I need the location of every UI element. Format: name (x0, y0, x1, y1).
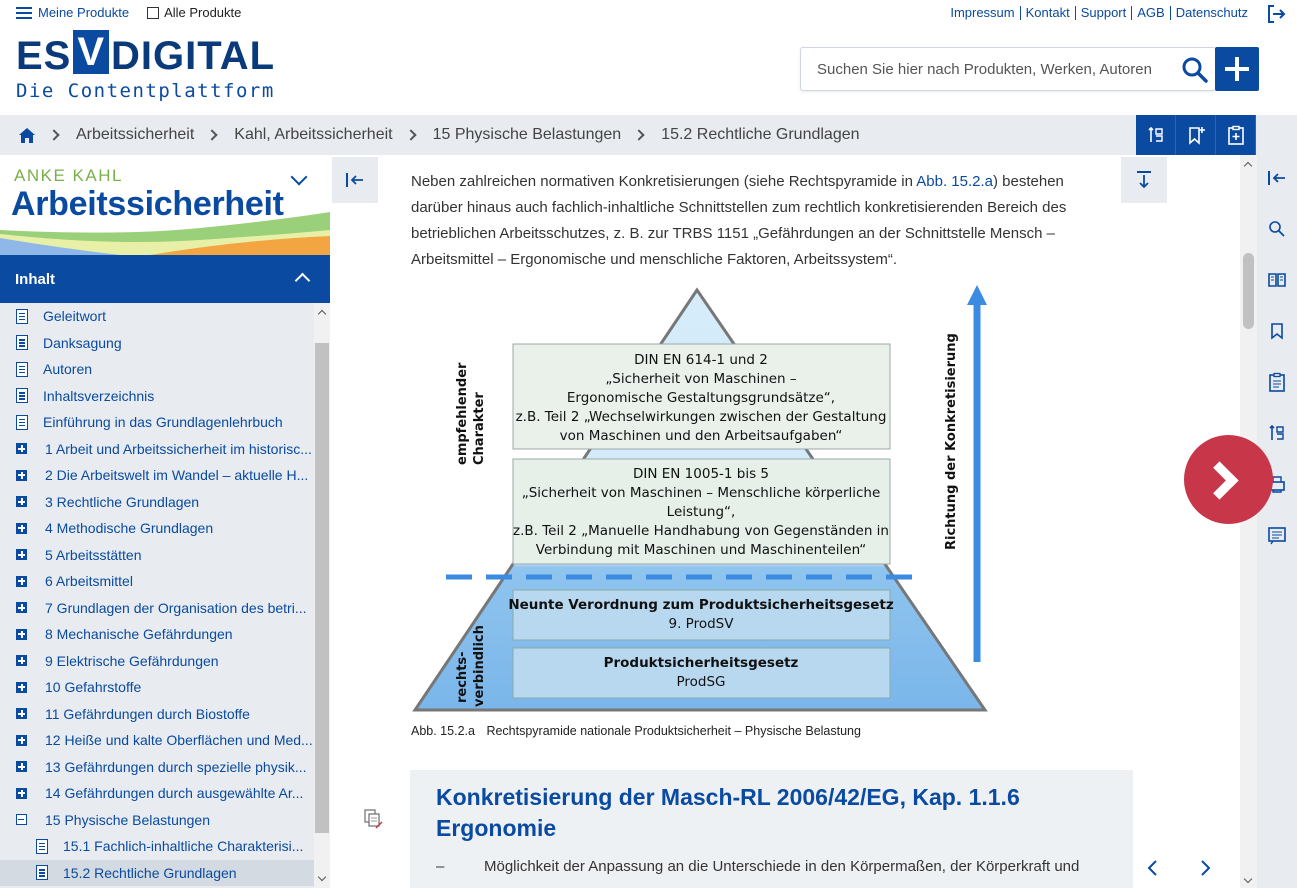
body-paragraph (411, 169, 1111, 273)
right-toolbar (1257, 155, 1297, 888)
toc-item-label: Autoren (43, 361, 93, 378)
chevron-right-icon (634, 129, 645, 140)
clipboard-add-icon (1226, 125, 1246, 145)
breadcrumb-item[interactable]: Kahl, Arbeitssicherheit (234, 126, 393, 143)
document-icon (16, 335, 28, 350)
notes-icon (1267, 525, 1287, 545)
right-label: Richtung der Konkretisierung (944, 333, 959, 550)
expand-icon-shape (16, 735, 27, 746)
expand-icon[interactable] (16, 470, 30, 481)
box1-line5: von Maschinen und den Arbeitsaufgaben“ (559, 428, 843, 444)
expand-icon[interactable] (16, 523, 30, 534)
top-nav-left (16, 5, 259, 20)
clipboard-icon (1268, 372, 1286, 392)
figure-link[interactable]: Abb. 15.2.a (916, 173, 994, 190)
collapse-left-icon (345, 171, 365, 189)
box2-line5: Verbindung mit Maschinen und Maschinenteilen“ (535, 542, 867, 558)
expand-icon[interactable] (16, 761, 30, 772)
jump-down-icon (1135, 170, 1153, 190)
toc-item-label: 6 Arbeitsmittel (45, 573, 133, 590)
toc-item-label: Einführung in das Grundlagenlehrbuch (43, 414, 283, 431)
history-button[interactable] (1136, 115, 1176, 155)
list-item (436, 858, 1079, 875)
scroll-thumb[interactable] (315, 343, 329, 833)
document-icon-shape (36, 839, 48, 854)
toc-item[interactable] (0, 489, 314, 516)
next-page-icon[interactable] (1198, 858, 1212, 878)
expand-icon-shape (16, 788, 27, 799)
link-datenschutz[interactable]: Datenschutz (1175, 5, 1248, 20)
expand-icon[interactable] (16, 655, 30, 666)
list-item-text: Möglichkeit der Anpassung an die Unterschiede in den Körpermaßen, der Körperkraft und (484, 858, 1080, 875)
box4-line2: ProdSG (676, 674, 726, 690)
document-icon (16, 415, 28, 430)
box2-line4: z.B. Teil 2 „Manuelle Handhabung von Gegenständen in (513, 523, 889, 539)
expand-icon[interactable] (16, 682, 30, 693)
expand-icon-shape (16, 496, 27, 507)
document-icon-shape (36, 865, 48, 880)
home-icon[interactable] (18, 127, 36, 144)
link-impressum[interactable]: Impressum (945, 6, 1020, 20)
scroll-up-icon[interactable] (1244, 162, 1252, 170)
esv-digital-logo[interactable] (16, 30, 276, 102)
breadcrumb-item[interactable]: 15 Physische Belastungen (432, 126, 622, 143)
toc-item-label: 8 Mechanische Gefährdungen (45, 626, 233, 643)
logo-text-es: ES (16, 34, 72, 78)
expand-icon-shape (16, 682, 27, 693)
toc-item[interactable] (0, 356, 314, 383)
box1-line4: z.B. Teil 2 „Wechselwirkungen zwischen der Gestaltung (515, 409, 887, 425)
book-title: Arbeitssicherheit (11, 185, 284, 223)
collapse-sidebar-button[interactable] (332, 157, 378, 203)
expand-icon[interactable] (16, 576, 30, 587)
toc-scrollbar[interactable] (314, 303, 330, 888)
toc-item[interactable] (0, 595, 314, 622)
logo-subtitle: Die Contentplattform (16, 80, 275, 102)
search-icon (1268, 220, 1286, 238)
toc-header[interactable] (0, 255, 330, 303)
toc-item[interactable] (0, 860, 314, 887)
chevron-right-icon (207, 129, 218, 140)
table-of-contents (0, 303, 314, 888)
toc-item[interactable] (0, 568, 314, 595)
next-chapter-button[interactable] (1184, 435, 1273, 524)
clipboard-tool-button[interactable] (1266, 371, 1288, 393)
prev-page-icon[interactable] (1146, 858, 1160, 878)
document-icon (36, 839, 48, 854)
toc-item[interactable] (0, 515, 314, 542)
toc-item-label: 15 Physische Belastungen (45, 811, 210, 828)
expand-icon[interactable] (16, 602, 30, 613)
box3-line2: 9. ProdSV (668, 616, 734, 632)
toc-item-label: 10 Gefahrstoffe (45, 679, 142, 696)
breadcrumb (18, 115, 860, 155)
toc-item-label: 9 Elektrische Gefährdungen (45, 652, 219, 669)
breadcrumb-item[interactable]: Arbeitssicherheit (76, 126, 195, 143)
expand-icon[interactable] (16, 708, 30, 719)
toc-item[interactable] (0, 674, 314, 701)
toc-item[interactable] (0, 330, 314, 357)
left-label-top-2: Charakter (472, 392, 487, 465)
content-area (330, 155, 1257, 888)
chevron-right-icon (48, 129, 59, 140)
collapse-icon-shape (16, 814, 27, 825)
scroll-down-icon[interactable] (1244, 875, 1252, 883)
expand-icon-shape (16, 470, 27, 481)
expand-icon-shape (16, 576, 27, 587)
toc-item[interactable] (0, 436, 314, 463)
figure-caption (411, 724, 861, 738)
collapse-icon[interactable] (16, 814, 30, 825)
chevron-up-icon (295, 273, 311, 289)
toc-item-label: 14 Gefährdungen durch ausgewählte Ar... (45, 785, 304, 802)
caption-number: Abb. 15.2.a (411, 724, 475, 738)
add-bookmark-button[interactable] (1176, 115, 1216, 155)
expand-icon-shape (16, 443, 27, 454)
box2-line2: „Sicherheit von Maschinen – Menschliche körperliche (521, 485, 881, 501)
expand-icon[interactable] (16, 443, 30, 454)
para-text-before: Neben zahlreichen normativen Konkretisierungen (siehe Rechtspyramide in (411, 173, 917, 190)
toc-item-label: Danksagung (43, 334, 122, 351)
toc-item[interactable] (0, 754, 314, 781)
scroll-up-icon[interactable] (318, 310, 326, 318)
toc-item[interactable] (0, 780, 314, 807)
all-products-label: Alle Produkte (164, 5, 242, 20)
section-title: Konkretisierung der Masch-RL 2006/42/EG, Kap. 1.1.6 Ergonomie (436, 784, 1020, 841)
logout-icon[interactable] (1265, 3, 1287, 25)
toc-item-label: 15.2 Rechtliche Grundlagen (63, 864, 237, 881)
expand-icon-shape (16, 761, 27, 772)
toc-item-label: 7 Grundlagen der Organisation des betri... (45, 599, 307, 616)
open-book-icon (1267, 271, 1287, 289)
toc-item-label: 12 Heiße und kalte Oberflächen und Med... (45, 732, 313, 749)
link-agb[interactable]: AGB (1132, 6, 1170, 20)
legal-pyramid-figure (410, 285, 1010, 715)
logo-text-v: V (73, 30, 109, 74)
toc-item-label: 2 Die Arbeitswelt im Wandel – aktuelle H... (45, 467, 309, 484)
expand-icon-shape (16, 655, 27, 666)
expand-icon-shape (16, 602, 27, 613)
bookmark-tool-button[interactable] (1266, 320, 1288, 342)
checkbox-icon (147, 7, 159, 19)
copy-citation-icon[interactable] (362, 808, 384, 830)
bookmark-add-icon (1186, 125, 1206, 145)
hamburger-icon (16, 7, 32, 19)
expand-icon[interactable] (16, 735, 30, 746)
left-label-top-1: empfehlender (455, 362, 470, 465)
content-section (410, 770, 1133, 888)
all-products-checkbox[interactable] (147, 5, 241, 20)
document-icon-shape (16, 362, 28, 377)
toc-item[interactable] (0, 542, 314, 569)
breadcrumb-tools (1136, 115, 1256, 155)
document-icon (16, 388, 28, 403)
bookmark-icon (1269, 322, 1285, 340)
toc-item[interactable] (0, 833, 314, 860)
scroll-thumb[interactable] (1243, 253, 1254, 329)
box1-line1: DIN EN 614-1 und 2 (634, 352, 768, 368)
breadcrumb-bar (0, 115, 1297, 155)
toc-item[interactable] (0, 648, 314, 675)
box2-line1: DIN EN 1005-1 bis 5 (632, 466, 770, 482)
toc-item[interactable] (0, 383, 314, 410)
book-header-decoration (0, 210, 330, 255)
toc-item-label: Inhaltsverzeichnis (43, 387, 155, 404)
sidebar (0, 155, 330, 888)
toc-item-label: 15.1 Fachlich-inhaltliche Charakterisi... (63, 838, 304, 855)
toc-item[interactable] (0, 701, 314, 728)
book-author: ANKE KAHL (14, 166, 123, 185)
expand-icon-shape (16, 549, 27, 560)
breadcrumb-item-current[interactable]: 15.2 Rechtliche Grundlagen (661, 126, 860, 143)
scroll-down-icon[interactable] (318, 873, 326, 881)
link-support[interactable]: Support (1076, 6, 1133, 20)
box3-line1: Neunte Verordnung zum Produktsicherheitsgesetz (508, 597, 894, 613)
expand-icon[interactable] (16, 629, 30, 640)
toc-item-label: 3 Rechtliche Grundlagen (45, 493, 200, 510)
search-input[interactable] (801, 48, 1161, 90)
toc-item-label: Geleitwort (43, 308, 107, 325)
box1-line3: Ergonomische Gestaltungsgrundsätze“, (566, 390, 836, 406)
book-header (0, 155, 330, 255)
document-icon (36, 865, 48, 880)
add-button[interactable] (1215, 47, 1259, 91)
search-icon[interactable] (1181, 56, 1209, 84)
collapse-right-icon (1267, 169, 1287, 187)
jump-down-button[interactable] (1121, 157, 1167, 203)
my-products-label: Meine Produkte (38, 5, 130, 20)
history-icon (1267, 423, 1287, 443)
toc-item-label: 5 Arbeitsstätten (45, 546, 142, 563)
history-tool-button[interactable] (1266, 422, 1288, 444)
left-label-bottom-2: verbindlich (472, 625, 487, 707)
document-icon-shape (16, 415, 28, 430)
search-tool-button[interactable] (1266, 218, 1288, 240)
footer-links (945, 6, 1253, 20)
document-icon-shape (16, 388, 28, 403)
chevron-down-icon[interactable] (291, 169, 308, 186)
notes-tool-button[interactable] (1266, 524, 1288, 546)
expand-icon[interactable] (16, 496, 30, 507)
book-tool-button[interactable] (1266, 269, 1288, 291)
expand-icon-shape (16, 523, 27, 534)
search-box (800, 47, 1216, 91)
toc-item[interactable] (0, 807, 314, 834)
para-text-after: ) bestehen darüber hinaus auch fachlich-inhaltliche Schnittstellen zum rechtlich konkretisierenden Bereich des betrieblichen Arbeitsschutzes, z. B. zur TRBS 1151 „Gefährdungen an der Schnittstelle Mensch – Arbeitsmittel – Ergonomische und menschliche Faktoren, Arbeitssystem“. (411, 173, 1067, 268)
link-kontakt[interactable]: Kontakt (1021, 6, 1076, 20)
history-icon (1146, 125, 1166, 145)
clipboard-add-button[interactable] (1216, 115, 1256, 155)
toc-item-label: 13 Gefährdungen durch spezielle physik... (45, 758, 307, 775)
toc-item-label: 4 Methodische Grundlagen (45, 520, 214, 537)
collapse-right-button[interactable] (1266, 167, 1288, 189)
box2-line3: Leistung“, (666, 504, 736, 520)
expand-icon-shape (16, 629, 27, 640)
toc-item[interactable] (0, 409, 314, 436)
my-products-menu[interactable] (16, 5, 129, 20)
chevron-right-icon (405, 129, 416, 140)
logo-text-digital: DIGITAL (111, 34, 276, 78)
toc-item[interactable] (0, 727, 314, 754)
top-header (0, 0, 1297, 115)
toc-item-label: 1 Arbeit und Arbeitssicherheit im historisc... (45, 440, 312, 457)
expand-icon[interactable] (16, 549, 30, 560)
box4-line1: Produktsicherheitsgesetz (603, 655, 799, 671)
box1-line2: „Sicherheit von Maschinen – (605, 371, 797, 387)
toc-item[interactable] (0, 303, 314, 330)
document-icon-shape (16, 335, 28, 350)
document-icon (16, 362, 28, 377)
toc-item-label: 11 Gefährdungen durch Biostoffe (45, 705, 250, 722)
document-icon (16, 309, 28, 324)
toc-item[interactable] (0, 462, 314, 489)
left-label-bottom-1: rechts- (455, 651, 470, 703)
expand-icon[interactable] (16, 788, 30, 799)
expand-icon-shape (16, 708, 27, 719)
toc-header-label: Inhalt (15, 270, 55, 288)
toc-item[interactable] (0, 621, 314, 648)
caption-text: Rechtspyramide nationale Produktsicherheit – Physische Belastung (486, 724, 861, 738)
list-dash: – (436, 858, 445, 875)
document-icon-shape (16, 309, 28, 324)
